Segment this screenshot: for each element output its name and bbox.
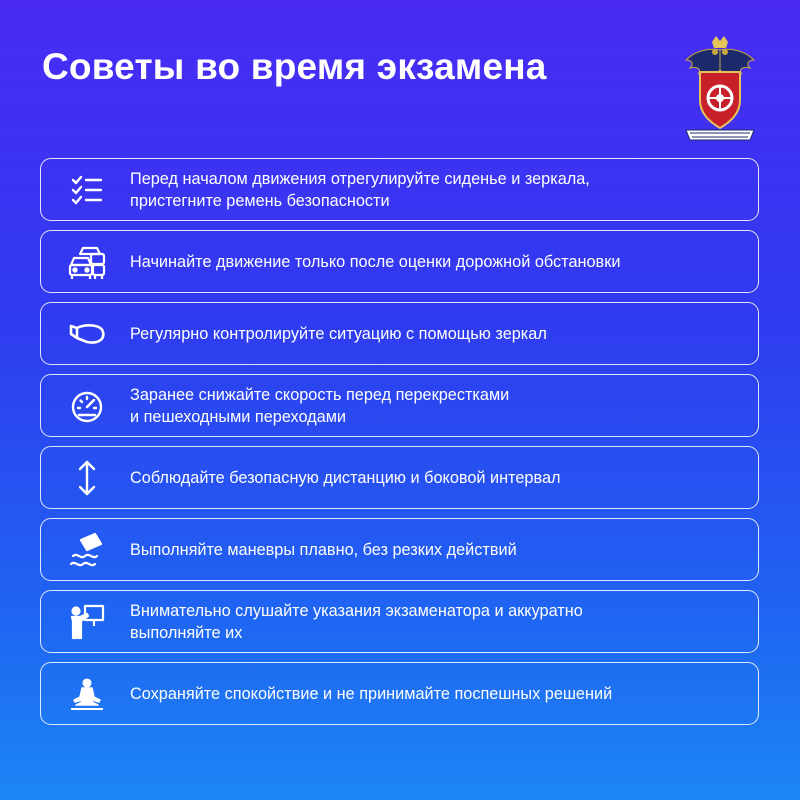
list-item-text: Заранее снижайте скорость перед перекрестками и пешеходными переходами (130, 385, 510, 426)
list-item (40, 158, 759, 221)
list-item-text: Сохраняйте спокойствие и не принимайте поспешных решений (130, 684, 613, 703)
list-item (40, 518, 759, 581)
list-item-text: Перед началом движения отрегулируйте сиденье и зеркала, пристегните ремень безопасности (130, 169, 590, 210)
list-item (40, 446, 759, 509)
tips-list (40, 158, 759, 734)
police-emblem-icon (682, 36, 758, 144)
meditation-icon (67, 674, 107, 714)
side-mirror-icon (67, 314, 107, 354)
list-item-text: Регулярно контролируйте ситуацию с помощью зеркал (130, 324, 547, 343)
list-item (40, 230, 759, 293)
skidding-car-icon (67, 530, 107, 570)
list-item-text: Соблюдайте безопасную дистанцию и боковой интервал (130, 468, 561, 487)
list-item (40, 374, 759, 437)
speedometer-icon (67, 386, 107, 426)
page-title: Советы во время экзамена (42, 46, 547, 87)
list-item-text: Начинайте движение только после оценки дорожной обстановки (130, 252, 621, 271)
list-item-text: Выполняйте маневры плавно, без резких действий (130, 540, 517, 559)
instructor-board-icon (67, 602, 107, 642)
list-item (40, 590, 759, 653)
list-item-text: Внимательно слушайте указания экзаменатора и аккуратно выполняйте их (130, 601, 583, 642)
vertical-arrows-icon (67, 458, 107, 498)
traffic-cars-icon (67, 242, 107, 282)
list-item (40, 302, 759, 365)
checklist-icon (67, 170, 107, 210)
list-item (40, 662, 759, 725)
